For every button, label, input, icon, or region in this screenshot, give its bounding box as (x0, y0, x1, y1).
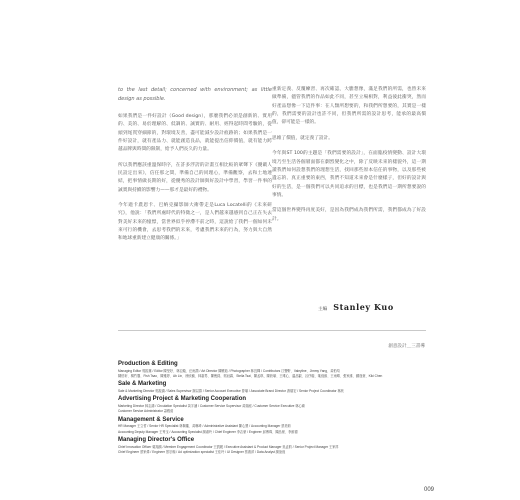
credits-line: Customer Service Administrator 蕭雅茹 (118, 409, 174, 414)
article-paragraph: 思維了價值，就定義了設計。 (272, 135, 333, 141)
credits-line: Marketing Director 林志鴻 / Circulation Specialist 黃宇涵 / Customer Service Supervisor 黃瑞庭 / Customer Service Executive 林心瑜 (118, 403, 305, 408)
masthead-credits (118, 359, 428, 455)
signature-role: 主編 (318, 307, 328, 312)
credits-heading: Managing Director's Office (118, 437, 195, 444)
credits-heading: Advertising Project & Marketing Cooperation (118, 396, 247, 403)
credits-heading: Sale & Marketing (118, 381, 167, 388)
article-column-left (118, 86, 272, 251)
signature-name: Stanley Kuo (333, 302, 394, 312)
credits-line: Sale & Marketing Director 郭振鴻 / Sales Supervisor 謝以群 / Senior Account Executive 曾瑜 / Associate Brand Director 游瑞宏 / Senior Project Coordinator 林欣 (118, 388, 344, 393)
article-paragraph: 當這個世界變得再度美好，是因為我們成為我們所需，我們都成為了好設計。 (272, 208, 426, 222)
credits-line: Chief Engineer 蔡家偉 / Engineer 蔡宗翰 / Ad optimization specialist 王佳玲 / UI Designer 蔡惠萍 / Data Analyst 謝劭庭 (118, 450, 286, 454)
credits-heading: Management & Service (118, 416, 184, 423)
credits-heading: Production & Editing (118, 361, 178, 367)
article-paragraph: 所以我們應該重溫保時序，在許多浮誇的計畫互相比較的眾聲下《優載人民設定出來》，信任那之間，準備自己的同理心，準備觀察，去和土地連結，把事情做長期的好，從優秀的設計師與好設計中學習，學習一件事的誠實與持續的影響力——那才是最好的禮物。 (118, 162, 272, 193)
editor-signature (318, 302, 394, 312)
credits-line: HR Manager 王立哲 / Senior HR Specialist 林佩儀、黃琳琦 / Administrative Assistant 陳心慧 / Accounting Manager 蔡美莉 (118, 424, 291, 429)
article-paragraph: 今年適卡農恩卡、巴納克攝影師大衛帶走是Luca Locatelli的《未來研究》，他說：「我們所處時代的特徵之一，是人們越來越感到自己正在失去對美好未來的憧憬，當世界似乎停滯不前之時，這說給了我們一個如何未來可行的機會，去思考我們的未來，考慮我們未來的行為，努力與大自然和地球重新建立健康的關係。」 (118, 203, 272, 242)
article-paragraph: 重新定義、反覆練習、再次確認，大膽想像，滿足我們的所需，也替未來做準備，儘管我們的作品如此不同，甚至立場相對，利益彼此衝突，然而好產品想像一下這件事：在人類所想要的，和我們所想要的，其實是一樣的，我們需要的設計也許不同，但我們所需的設計思考，能承的最高價值，卻可能是一樣的。 (272, 87, 426, 126)
credits-line: Managing Editor 郭振雄 / Editor 陳瑩妤、林亞璇、汪雨喬 / Art Director 陳曉茹 / Photographer 林宜輝 / Contributors 江豐軒、Valeyline、Jimmy Yang、黃柏均 (118, 368, 340, 373)
article-paragraph: 如果我們是一件好設計（Good design），那麼我們必須是創新的、實用的、美的、易於理解的、低調的、誠實的、耐用、經得起時間考驗的，從頭到尾貫穿細節的，對環境友善，盡可能減少設計痕跡的；如果我們是一件好設計，就有產品力、就能創造良品，就能提出信仰價值，就有能力跨越品牌與時間的限制，給予人們長久的力量。 (118, 113, 272, 153)
article-intro: to the last detail; concerned with environment; as little design as possible. (118, 87, 272, 102)
article-column-right (272, 86, 426, 231)
article-paragraph: 今年與ST 100的主題是「我們需要的設計」，在面臨疫情變動、設計大環境乃至生活各個層面都在劇烈變化之中，除了反映未來的樣貌外，這一期讀我們如何設想我們的理想生活，找回那些原本信任的事物，以及那些被遺忘的、真正重要的東西，我們不知道未來會是什麼樣子，但好的設計與好的生活，是一個我們可以共同追求的目標，也是我們這一期所想要說的事情。 (272, 151, 426, 198)
page-tag: 創意設計＿三書導 (388, 344, 425, 349)
credits-line: Accounting Deputy Manager 王秀玉 / Accounting Specialist 謝淑玲 / Chief Engineer 李志豪 / Engineer 邱博瑋、陳品豪、李維德 (118, 429, 298, 434)
credits-line: 陳伯珩、楊竹馨、Fish Tsao、陳雅婷、Ab Lin、徐欣榆、林嘉男、陳俊銘、郭冠霖、Stella Tsai、陳孟琪、陳欣瑜、王唯心、溫品叡、呂伃璇、葉庭維、王雨晴、張家維、鍾逸萱、Kiki Chen (118, 373, 383, 378)
credits-line: Chief Innovation Officer 葉翔濱 / Member Engagement Coordinator 王凱媛 / Executive Assistant & Product Manager 吳孟鈞 / Senior Project Manager 王家祥 (118, 444, 339, 449)
divider (118, 330, 426, 331)
page-number: 009 (423, 487, 434, 493)
